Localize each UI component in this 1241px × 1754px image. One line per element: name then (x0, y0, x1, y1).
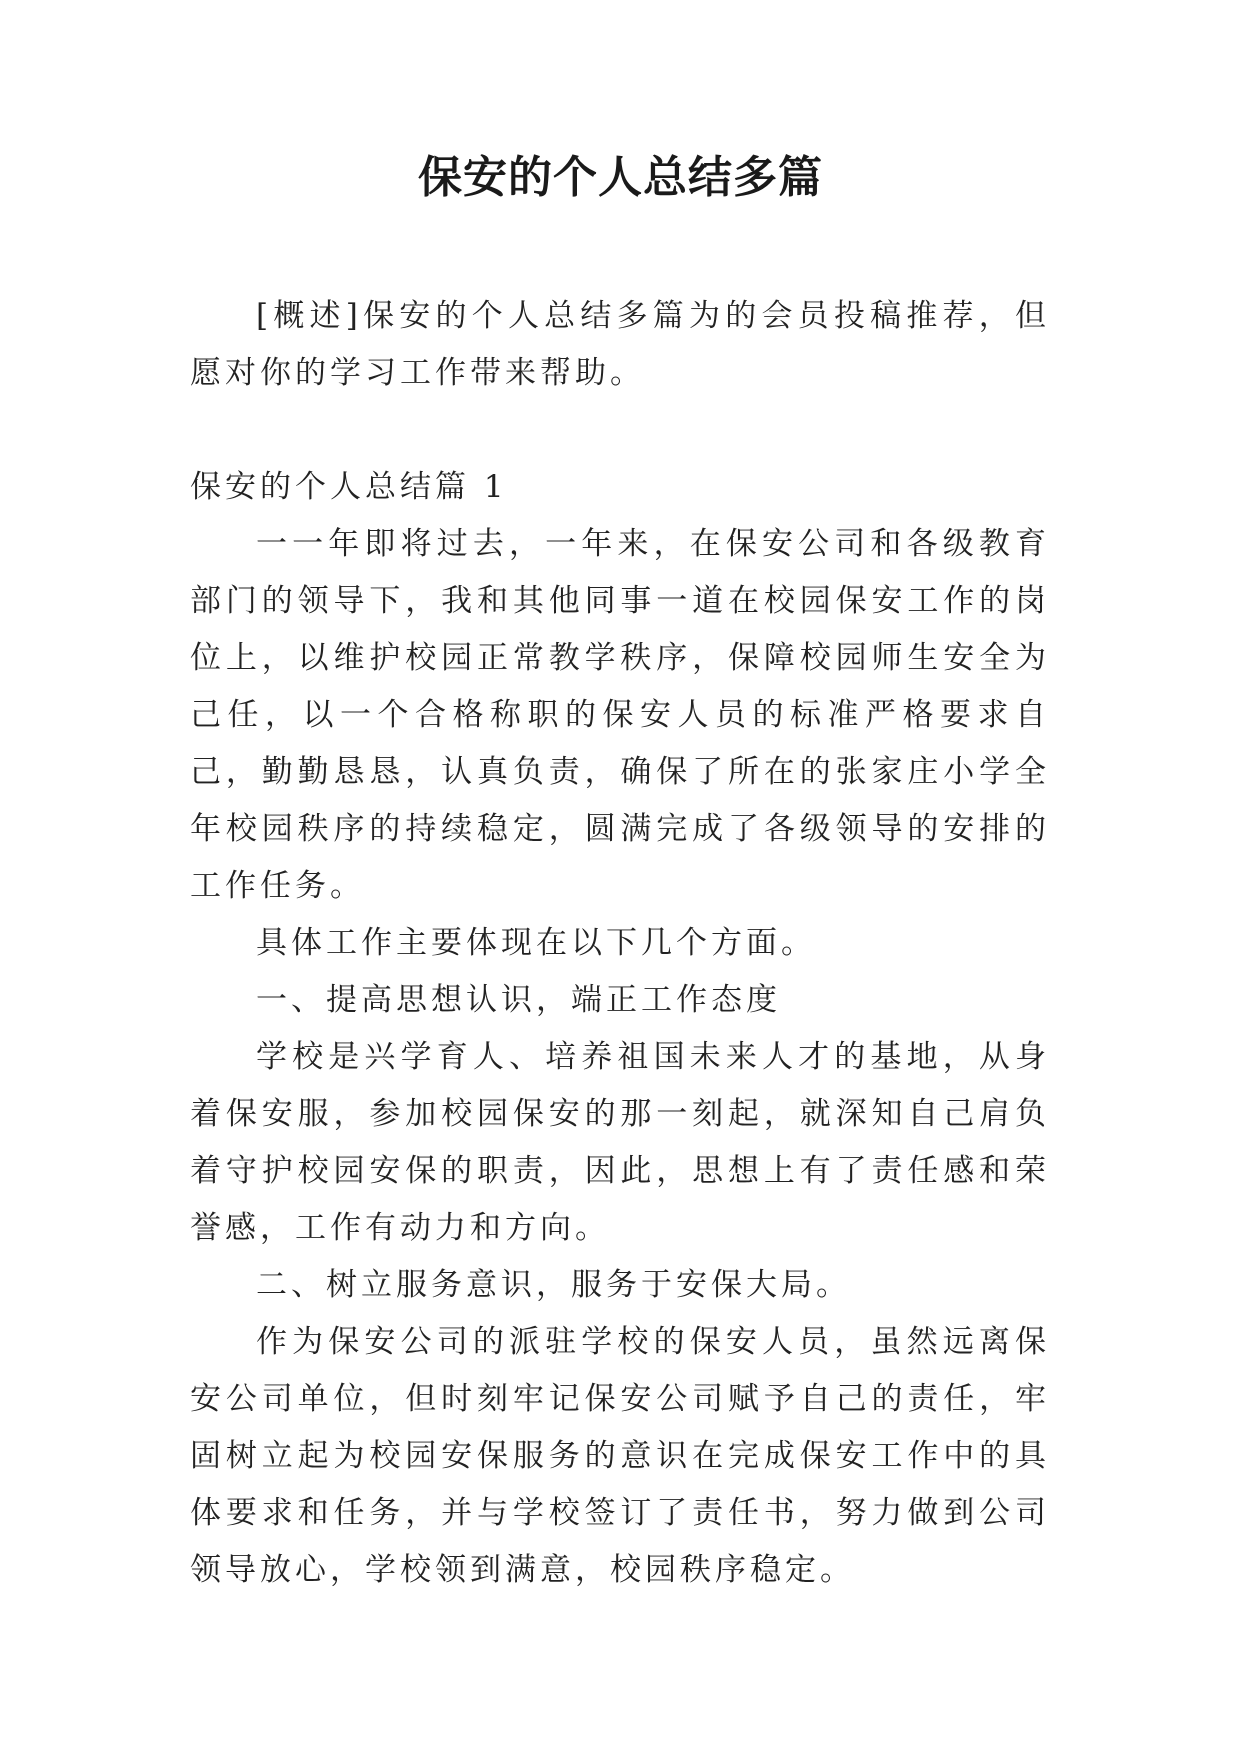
subheading-paragraph: 二、树立服务意识，服务于安保大局。 (256, 1267, 851, 1303)
page-title: 保安的个人总结多篇 (418, 152, 823, 203)
subheading-paragraph: 一、提高思想认识，端正工作态度 (256, 982, 781, 1018)
body-paragraph: 一一年即将过去，一年来，在保安公司和各级教育部门的领导下，我和其他同事一道在校园保安工作的岗位上，以维护校园正常教学秩序，保障校园师生安全为己任，以一个合格称职的保安人员的标准严格要求自己，勤勤恳恳，认真负责，确保了所在的张家庄小学全年校园秩序的持续稳定，圆满完成了各级领导的安排的工作任务。 (190, 526, 1050, 904)
body-paragraph: 具体工作主要体现在以下几个方面。 (256, 925, 816, 961)
summary-paragraph: [概述]保安的个人总结多篇为的会员投稿推荐，但愿对你的学习工作带来帮助。 (190, 298, 1050, 391)
section-heading: 保安的个人总结篇 1 (190, 469, 508, 505)
body-paragraph: 作为保安公司的派驻学校的保安人员，虽然远离保安公司单位，但时刻牢记保安公司赋予自己的责任，牢固树立起为校园安保服务的意识在完成保安工作中的具体要求和任务，并与学校签订了责任书，努力做到公司领导放心，学校领到满意，校园秩序稳定。 (190, 1324, 1050, 1588)
body-paragraph: 学校是兴学育人、培养祖国未来人才的基地，从身着保安服，参加校园保安的那一刻起，就深知自己肩负着守护校园安保的职责，因此，思想上有了责任感和荣誉感，工作有动力和方向。 (190, 1039, 1050, 1246)
document-body (190, 288, 1050, 1599)
